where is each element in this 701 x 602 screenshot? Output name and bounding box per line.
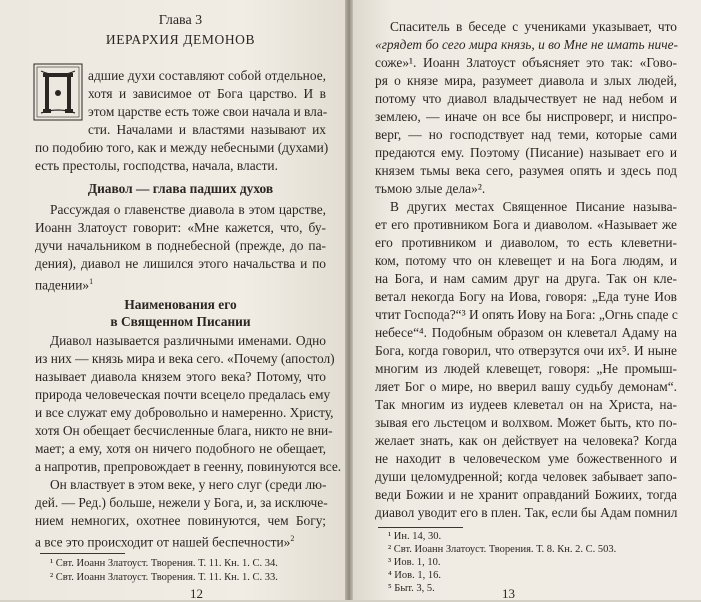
body-line: тьмою злые дела»². [375,181,486,196]
intro-line: сти. Началами и властями называют их [88,122,326,137]
body-line: ветал некогда Богу на Иова, говоря: „Еда туне Иов [375,289,677,304]
footnote-separator [378,527,463,528]
intro-line: адшие духи составляют собой отдельное, [88,68,326,83]
body-line: соже»¹. Иоанн Златоуст объясняет это так: «Гово- [375,55,677,70]
body-line: Спаситель в беседе с учениками указывает, что [390,19,677,34]
body-line: нием немногих, охотнее повинуются, чем Богу; [35,513,326,528]
body-line: Бога, когда говорил, что отверзутся очи их⁵. И ныне [375,343,677,358]
intro-line: есть престолы, господства, начала, власти. [35,158,278,173]
body-line: веди Божии и не хранит оправданий Божиих, тогда [375,487,677,502]
body-line: В других местах Священное Писание называ- [390,199,677,214]
body-line: а все это происходит от нашей беспечности»$^2$ [35,534,295,550]
body-line: ком, потому что он клевещет и на Бога людям, и [375,253,677,268]
page-number: 13 [502,586,515,601]
body-line: ет его противником Бога и диаволом. «Называет же [375,217,677,232]
body-line: Рассуждая о главенстве диавола в этом царстве, [50,202,326,217]
footnote-ref: 1 [89,277,94,286]
body-line: дения), диавол не лишился этого начальства и по [35,256,326,271]
body-line: ляет Бог о мире, но вверил вашу судьбу демонам“. [375,379,677,394]
body-line: небесе“⁴. Подобным образом он клеветал Адаму на [375,325,677,340]
footnote-ref: 2 [290,534,295,543]
footnote: ² Свт. Иоанн Златоуст. Творения. Т. 11. Кн. 1. С. 33. [50,572,278,583]
body-line: мает; а ему, хотя он ничего подобного не обещает, [35,441,326,456]
footnote-separator [40,553,125,554]
section-heading: Диавол — глава падших духов [87,181,274,196]
body-line: чтит Господа?“³ И опять Иову на Бога: „Огнь спаде с [375,307,678,322]
footnote: ¹ Свт. Иоанн Златоуст. Творения. Т. 11. Кн. 1. С. 34. [50,558,278,569]
dropcap-ornament [33,63,83,121]
body-line: хотя Он обещает бесчисленные блага, никто не вни- [35,423,333,438]
body-line: Так многим из иудеев клеветал он на Христа, на- [375,397,677,412]
intro-line: по подобию того, как и между небесными (духами) [35,140,329,155]
body-line: дей. — Ред.) больше, нежели у Бога, и, за исключе- [35,495,328,510]
book-gutter [345,0,353,600]
body-line: падении»$^1$ [35,277,94,293]
body-line: на Бога, и нам самим друг на друга. Так он кле- [375,271,677,286]
body-line: Иоанн Златоуст говорит: «Мне кажется, что, бу- [35,220,326,235]
intro-line: этом царстве есть тоже свои начала и вла- [88,104,328,119]
body-line: называет диавола князем этого века? Потому, что [35,369,326,384]
body-line: души целомудренной; когда человек забывает запо- [375,469,677,484]
body-line: многим из людей клевещет, говоря: „Не промыш- [375,361,677,376]
body-line: а напротив, препровождает в геенну, повинуются все. [35,459,342,474]
body-line: и все служат ему добровольно и намеренно. Христу, [35,405,334,420]
body-line: не находит в человеческом уме божественного и [375,451,677,466]
body-line: желает знать, как он действует на человека? Когда [375,433,677,448]
intro-line: хотя и зависимое от Бога царство. И в [88,86,326,101]
body-line: предаются ему. Поэтому (Писание) называет его и [375,145,677,160]
footnote: ³ Иов. 1, 10. [388,557,441,568]
body-line: дучи начальником в поднебесной (прежде, до па- [35,238,326,253]
body-line: из них — князь мира и века сего. «Почему (апостол) [35,351,335,366]
section-heading-line1: Наименования его [124,297,237,312]
body-line: его противником и диаволом, то есть клеветни- [375,235,677,250]
footnote: ¹ Ин. 14, 30. [388,531,442,542]
body-line: диавол уводит его в плен. Так, если бы Адам помнил [375,505,678,520]
footnote: ⁴ Иов. 1, 16. [388,570,441,581]
page-number: 12 [190,586,203,601]
footnote: ⁵ Быт. 3, 5. [388,583,435,594]
body-line: «грядет бо сего мира князь, и во Мне не имать ниче- [375,37,679,52]
footnote: ² Свт. Иоанн Златоуст. Творения. Т. 8. Кн. 2. С. 503. [388,544,617,555]
body-line: Он властвует в этом веке, у него слуг (среди лю- [50,477,327,492]
body-line: верг, — но господствует над теми, которые сами [375,127,677,142]
body-line: зывая его льстецом и волхвом. Может быть, кто по- [375,415,677,430]
body-line: землею, — иначе он все бы ниспроверг, и ниспро- [375,109,677,124]
body-line: князем тьмы века сего, разумея опять и здесь под [375,163,677,178]
body-line: природа человеческая почти всецело предалась ему [35,387,331,402]
section-heading-line2: в Священном Писании [110,314,251,329]
body-line: потому что диавол владычествует не над небом и [375,91,677,106]
chapter-title: ИЕРАРХИЯ ДЕМОНОВ [105,32,256,47]
chapter-label: Глава 3 [158,13,203,28]
body-line: Диавол называется различными именами. Одно [50,333,326,348]
body-line: ря о князе мира, разумеет диавола и злых людей, [375,73,677,88]
